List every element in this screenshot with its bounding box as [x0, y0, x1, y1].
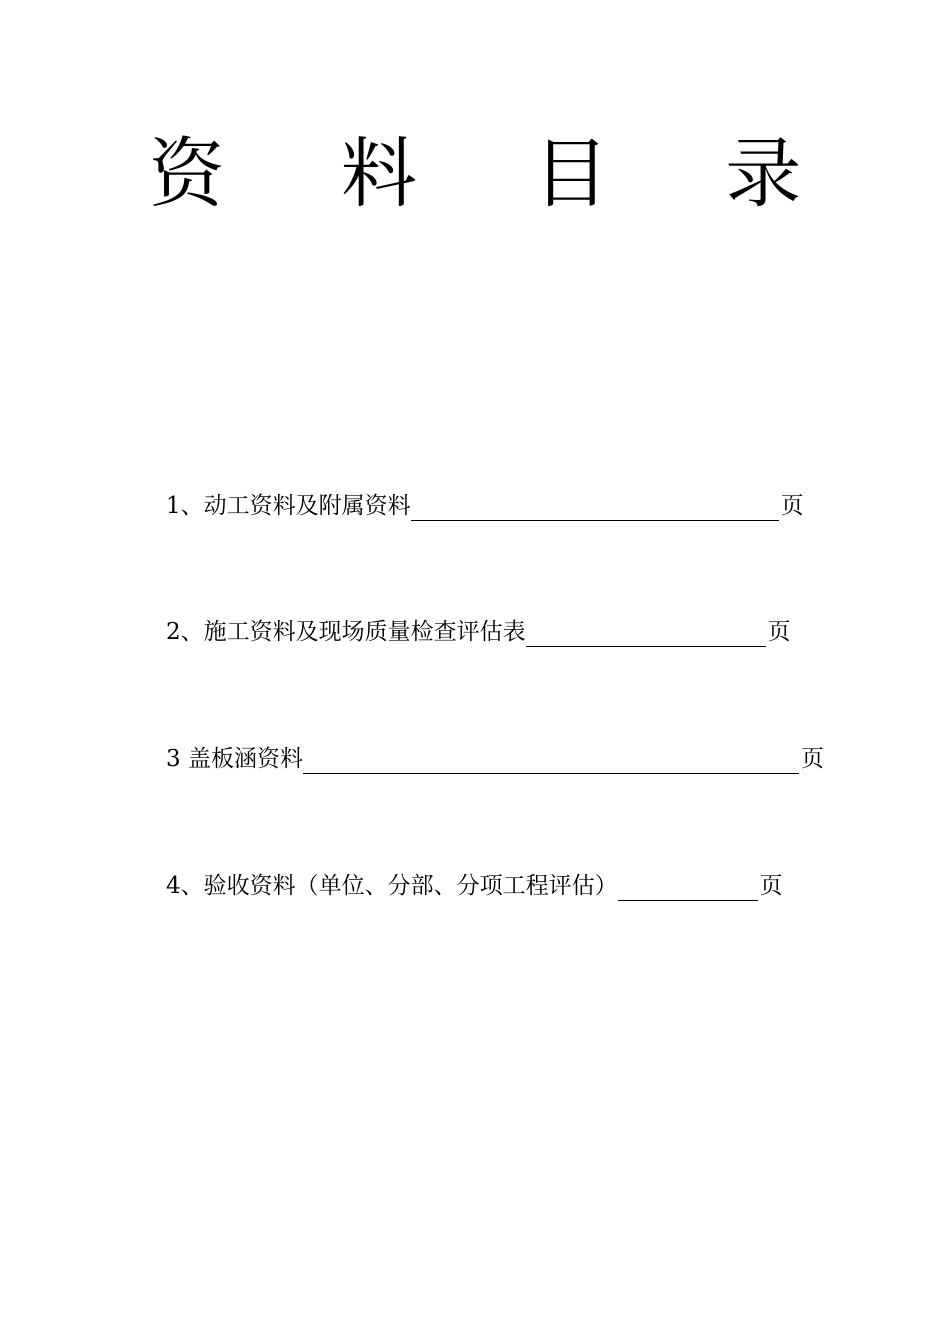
toc-entry-4 [166, 869, 783, 903]
toc-entry-label: 2、施工资料及现场质量检查评估表 [166, 619, 526, 645]
toc-entry-page-suffix: 页 [780, 493, 804, 519]
toc-entry-page-suffix: 页 [767, 619, 791, 645]
toc-entry-page-suffix: 页 [759, 873, 783, 899]
toc-entry-underline [526, 618, 766, 647]
toc-entry-2 [166, 615, 791, 649]
toc-entry-label: 1、动工资料及附属资料 [166, 493, 411, 519]
toc-entry-underline [618, 872, 758, 901]
toc-entry-underline [303, 745, 799, 774]
page-title: 资 料 目 录 [148, 129, 848, 218]
toc-entry-3 [166, 742, 824, 776]
toc-entry-page-suffix: 页 [800, 746, 824, 772]
toc-entry-label: 3 盖板涵资料 [166, 746, 303, 772]
toc-entry-underline [411, 492, 779, 521]
toc-entry-1 [166, 489, 804, 523]
toc-entry-label: 4、验收资料（单位、分部、分项工程评估） [166, 873, 618, 899]
